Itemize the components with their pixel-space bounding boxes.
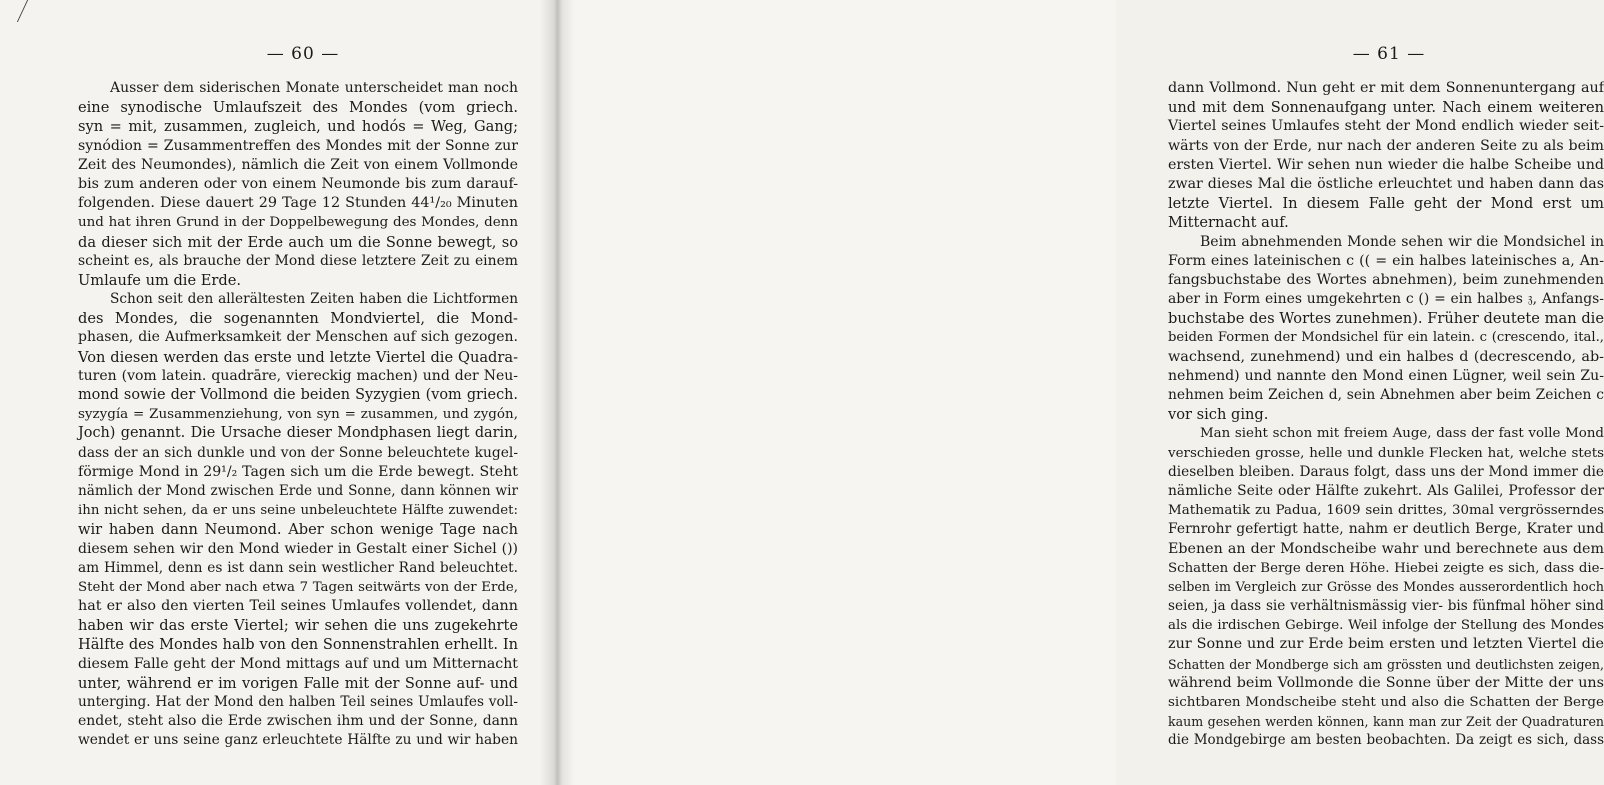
text-line: Man sieht schon mit freiem Auge, dass der fast volle Mond bbox=[1200, 426, 1604, 442]
text-line: bis zum anderen oder von einem Neumonde bis zum darauf- bbox=[78, 175, 518, 192]
left-page-body-text bbox=[78, 79, 518, 751]
text-line: Ausser dem siderischen Monate unterscheidet man noch bbox=[110, 80, 518, 96]
text-line: Schon seit den allerältesten Zeiten haben die Lichtformen bbox=[110, 291, 518, 308]
text-line: Schatten der Mondberge sich am grössten und deutlichsten zeigen, bbox=[1168, 656, 1604, 672]
text-line: wendet er uns seine ganz erleuchtete Hälfte zu und wir haben bbox=[78, 732, 518, 749]
page-number-right: — 61 — bbox=[1352, 44, 1426, 64]
text-line: unter, während er im vorigen Falle mit der Sonne auf- und bbox=[78, 674, 518, 692]
text-line: aber in Form eines umgekehrten c () = ein halbes 𝔷, Anfangs- bbox=[1168, 291, 1604, 308]
corner-pencil-mark bbox=[3, 0, 28, 22]
text-line: zwar dieses Mal die östliche erleuchtet und haben dann das bbox=[1168, 175, 1604, 192]
text-line: Viertel seines Umlaufes steht der Mond endlich wieder seit- bbox=[1168, 118, 1604, 135]
text-line: da dieser sich mit der Erde auch um die Sonne bewegt, so bbox=[78, 233, 518, 251]
text-line: Hälfte des Mondes halb von den Sonnenstrahlen erhellt. In bbox=[78, 636, 518, 654]
text-line: diesem Falle geht der Mond mittags auf und um Mitternacht bbox=[78, 655, 518, 672]
text-line: seien, ja dass sie verhältnismässig vier- bis fünfmal höher sind bbox=[1168, 598, 1604, 615]
left-page bbox=[0, 0, 556, 785]
text-line: verschieden grosse, helle und dunkle Flecken hat, welche stets bbox=[1168, 445, 1604, 461]
text-line: Steht der Mond aber nach etwa 7 Tagen seitwärts von der Erde, bbox=[78, 579, 518, 595]
text-line: mond sowie der Vollmond die beiden Syzygien (vom griech. bbox=[78, 387, 518, 403]
text-line: förmige Mond in 29¹/₂ Tagen sich um die Erde bewegt. Steht bbox=[78, 463, 518, 480]
text-line: diesem sehen wir den Mond wieder in Gestalt einer Sichel ()) bbox=[78, 540, 518, 557]
text-line: syzygía = Zusammenziehung, von syn = zusammen, und zygón, bbox=[78, 406, 518, 423]
text-line: wir haben dann Neumond. Aber schon wenige Tage nach bbox=[78, 521, 518, 539]
text-line: fangsbuchstabe des Wortes abnehmen), beim zunehmenden bbox=[1168, 271, 1604, 288]
text-line: Schatten der Berge deren Höhe. Hiebei zeigte es sich, dass die- bbox=[1168, 560, 1604, 576]
text-line: phasen, die Aufmerksamkeit der Menschen auf sich gezogen. bbox=[78, 329, 518, 346]
text-line: Ebenen an der Mondscheibe wahr und berechnete aus dem bbox=[1168, 540, 1604, 557]
text-line: buchstabe des Wortes zunehmen). Früher deutete man die bbox=[1168, 310, 1604, 328]
text-line: kaum gesehen werden können, kann man zur Zeit der Quadraturen bbox=[1168, 714, 1604, 730]
text-line: Fernrohr gefertigt hatte, nahm er deutlich Berge, Krater und bbox=[1168, 521, 1604, 538]
text-line: dass der an sich dunkle und von der Sonne beleuchtete kugel- bbox=[78, 444, 518, 461]
text-line: am Himmel, denn es ist dann sein westlicher Rand beleuchtet. bbox=[78, 559, 518, 576]
text-line: ersten Viertel. Wir sehen nun wieder die halbe Scheibe und bbox=[1168, 156, 1604, 173]
text-line: Umlaufe um die Erde. bbox=[78, 271, 241, 289]
text-line: des Mondes, die sogenannten Mondviertel, die Mond- bbox=[78, 310, 518, 328]
text-line: syn = mit, zusammen, zugleich, und hodós = Weg, Gang; bbox=[78, 118, 518, 136]
text-line: unterging. Hat der Mond den halben Teil seines Umlaufes voll- bbox=[78, 694, 518, 710]
text-line: dann Vollmond. Nun geht er mit dem Sonnenuntergang auf bbox=[1168, 80, 1604, 96]
right-page-body-text bbox=[1168, 79, 1604, 751]
text-line: ihn nicht sehen, da er uns seine unbeleuchtete Hälfte zuwendet: bbox=[78, 503, 518, 519]
text-line: Zeit des Neumondes), nämlich die Zeit von einem Vollmonde bbox=[78, 156, 518, 173]
text-line: selben im Vergleich zur Grösse des Mondes ausserordentlich hoch bbox=[1168, 579, 1604, 595]
text-line: während beim Vollmonde die Sonne über der Mitte der uns bbox=[1168, 674, 1604, 691]
text-line: beiden Formen der Mondsichel für ein latein. c (crescendo, ital., bbox=[1168, 330, 1604, 346]
text-line: als die irdischen Gebirge. Weil infolge der Stellung des Mondes bbox=[1168, 618, 1604, 634]
text-line: Von diesen werden das erste und letzte Viertel die Quadra- bbox=[78, 348, 518, 366]
book-gutter bbox=[540, 0, 574, 785]
text-line: synódion = Zusammentreffen des Mondes mit der Sonne zur bbox=[78, 137, 518, 154]
text-line: und mit dem Sonnenaufgang unter. Nach einem weiteren bbox=[1168, 99, 1604, 117]
text-line: Form eines lateinischen c (( = ein halbes lateinisches a, An- bbox=[1168, 252, 1604, 269]
text-line: Joch) genannt. Die Ursache dieser Mondphasen liegt darin, bbox=[78, 425, 518, 442]
text-line: Mitternacht auf. bbox=[1168, 214, 1289, 232]
page-number-left: — 60 — bbox=[266, 44, 340, 64]
right-page bbox=[556, 0, 1604, 785]
text-line: turen (vom latein. quadrāre, viereckig machen) und der Neu- bbox=[78, 367, 518, 384]
text-line: nämlich der Mond zwischen Erde und Sonne, dann können wir bbox=[78, 482, 518, 499]
text-line: nehmen beim Zeichen d, sein Abnehmen aber beim Zeichen c bbox=[1168, 387, 1604, 403]
text-line: Beim abnehmenden Monde sehen wir die Mondsichel in bbox=[1200, 233, 1604, 250]
text-line: hat er also den vierten Teil seines Umlaufes vollendet, dann bbox=[78, 598, 518, 615]
text-line: letzte Viertel. In diesem Falle geht der Mond erst um bbox=[1168, 195, 1604, 213]
text-line: nämliche Seite oder Hälfte zukehrt. Als Galilei, Professor der bbox=[1168, 482, 1604, 499]
text-line: scheint es, als brauche der Mond diese letztere Zeit zu einem bbox=[78, 252, 518, 269]
text-line: haben wir das erste Viertel; wir sehen die uns zugekehrte bbox=[78, 617, 518, 635]
text-line: dieselben bleiben. Daraus folgt, dass uns der Mond immer die bbox=[1168, 463, 1604, 480]
text-line: wachsend, zunehmend) und ein halbes d (decrescendo, ab- bbox=[1168, 348, 1604, 365]
text-line: wärts von der Erde, nur nach der anderen Seite zu als beim bbox=[1168, 137, 1604, 154]
text-line: Mathematik zu Padua, 1609 sein drittes, 30mal vergrösserndes bbox=[1168, 503, 1604, 519]
text-line: endet, steht also die Erde zwischen ihm und der Sonne, dann bbox=[78, 713, 518, 730]
text-line: zur Sonne und zur Erde beim ersten und letzten Viertel die bbox=[1168, 636, 1604, 653]
text-line: und hat ihren Grund in der Doppelbewegung des Mondes, denn bbox=[78, 215, 518, 231]
text-line: vor sich ging. bbox=[1168, 406, 1269, 424]
text-line: die Mondgebirge am besten beobachten. Da zeigt es sich, dass bbox=[1168, 732, 1604, 749]
text-line: eine synodische Umlaufszeit des Mondes (vom griech. bbox=[78, 99, 518, 117]
text-line: sichtbaren Mondscheibe steht und also die Schatten der Berge bbox=[1168, 694, 1604, 710]
text-line: nehmend) und nannte den Mond einen Lügner, weil sein Zu- bbox=[1168, 367, 1604, 384]
text-line: folgenden. Diese dauert 29 Tage 12 Stunden 44¹/₂₀ Minuten bbox=[78, 195, 518, 212]
